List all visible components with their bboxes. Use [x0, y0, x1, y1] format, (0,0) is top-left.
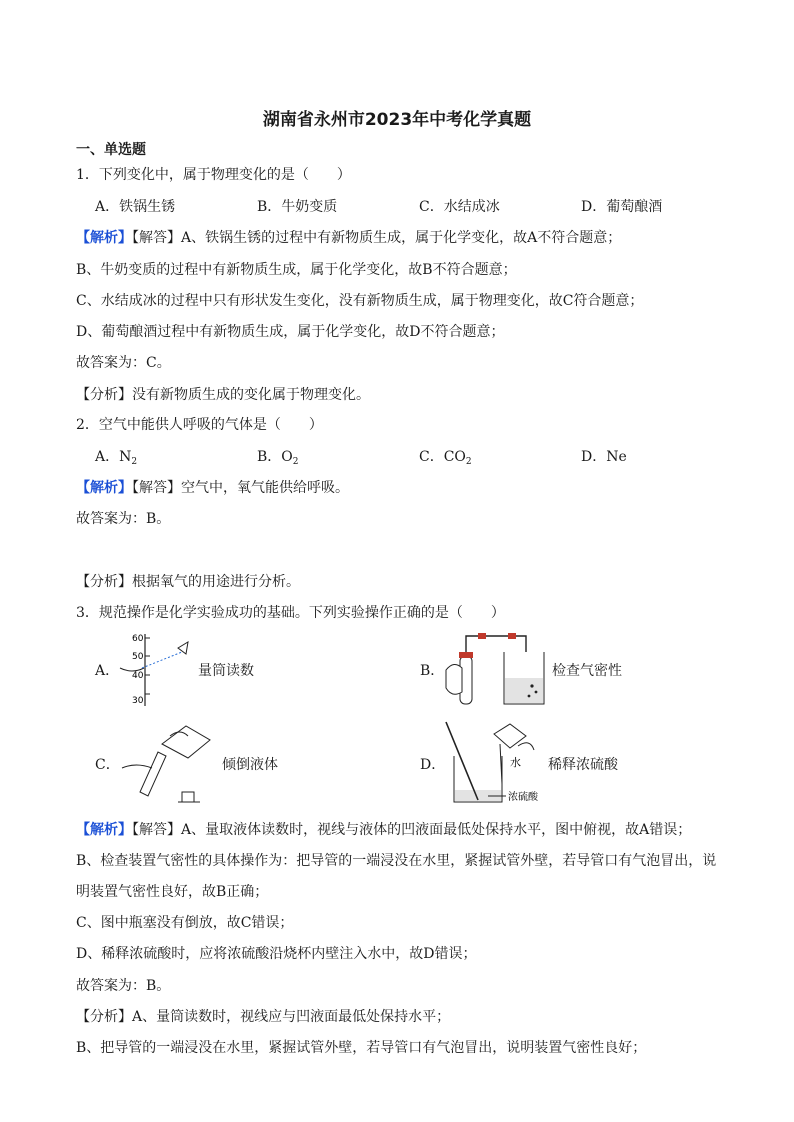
stopper	[182, 792, 194, 802]
dilution-figure	[438, 720, 548, 806]
q3-figure-c-letter[interactable]: C．	[95, 757, 120, 773]
jiexi-tag: 【解析】	[76, 480, 132, 496]
q3-figure-d-letter[interactable]: D．	[420, 757, 446, 773]
jiexi-tag: 【解析】	[76, 230, 132, 246]
question-2-stem: 2．空气中能供人呼吸的气体是（ ）	[76, 417, 323, 433]
hand-icon	[518, 743, 534, 750]
q3-fenxi: 【分析】A、量筒读数时，视线应与凹液面最低处保持水平；	[76, 1009, 451, 1025]
q2-answer: 故答案为：B。	[76, 511, 171, 527]
q1-answer: 故答案为：C。	[76, 355, 171, 371]
tick-label: 40	[132, 671, 144, 681]
q2-option-d[interactable]: D．Ne	[581, 449, 627, 465]
q2-analysis-line: 【解析】【解答】空气中，氧气能供给呼吸。	[76, 480, 349, 496]
q1-option-a[interactable]: A．铁锅生锈	[95, 199, 176, 215]
q3-fenxi: B、把导管的一端浸没在水里，紧握试管外壁，若导管口有气泡冒出，说明装置气密性良好；	[76, 1040, 647, 1056]
acid-label: 浓硫酸	[508, 792, 538, 803]
q3-analysis-line: C、图中瓶塞没有倒放，故C错误；	[76, 915, 294, 931]
tick-label: 30	[132, 696, 144, 706]
reagent-bottle	[162, 726, 210, 758]
q3-figure-b-letter[interactable]: B．	[420, 663, 445, 679]
q1-analysis-line: 【解析】【解答】A、铁锅生锈的过程中有新物质生成，属于化学变化，故A不符合题意；	[76, 230, 622, 246]
q1-analysis-line: B、牛奶变质的过程中有新物质生成，属于化学变化，故B不符合题意；	[76, 262, 517, 278]
q3-figure-c-label: 倾倒液体	[222, 757, 278, 773]
q2-fenxi: 【分析】根据氧气的用途进行分析。	[76, 574, 300, 590]
pouring-liquid-figure	[118, 722, 218, 806]
eye-icon	[178, 642, 188, 654]
q1-fenxi: 【分析】没有新物质生成的变化属于物理变化。	[76, 387, 370, 403]
q1-analysis-line: C、水结成冰的过程中只有形状发生变化，没有新物质生成，属于物理变化，故C符合题意；	[76, 293, 644, 309]
q3-figure-b-label: 检查气密性	[552, 663, 622, 679]
sight-line	[142, 652, 182, 668]
rubber-stopper	[459, 652, 473, 658]
q1-option-b[interactable]: B．牛奶变质	[257, 199, 338, 215]
test-tube	[140, 752, 166, 796]
q3-analysis-line: 【解析】【解答】A、量取液体读数时，视线与液体的凹液面最低处保持水平，图中俯视，故A错误；	[76, 822, 692, 838]
q3-answer: 故答案为：B。	[76, 978, 171, 994]
q3-figure-d-label: 稀释浓硫酸	[548, 757, 618, 773]
q1-option-d[interactable]: D．葡萄酿酒	[581, 199, 663, 215]
question-1-stem: 1．下列变化中，属于物理变化的是（ ）	[76, 167, 351, 183]
water-label: 水	[510, 756, 521, 769]
q1-analysis-line: D、葡萄酿酒过程中有新物质生成，属于化学变化，故D不符合题意；	[76, 324, 505, 340]
q3-figure-a-letter[interactable]: A．	[95, 663, 120, 679]
q2-option-c[interactable]: C．$CO_2$	[419, 449, 472, 467]
q3-analysis-line: B、检查装置气密性的具体操作为：把导管的一端浸没在水里，紧握试管外壁，若导管口有气泡冒出，说	[76, 853, 717, 869]
q2-option-b[interactable]: B．$O_2$	[257, 449, 299, 467]
hand-icon	[122, 765, 152, 768]
tick-label: 50	[132, 652, 144, 662]
q3-analysis-line: 明装置气密性良好，故B正确；	[76, 884, 269, 900]
jiexi-tag: 【解析】	[76, 822, 132, 838]
airtightness-figure	[438, 630, 548, 712]
q1-option-c[interactable]: C．水结成冰	[419, 199, 500, 215]
page-title: 湖南省永州市2023年中考化学真题	[262, 110, 532, 130]
tick-label: 60	[132, 634, 144, 644]
section-heading: 一、单选题	[76, 142, 146, 158]
q2-option-a[interactable]: A．$N_2$	[95, 449, 138, 467]
q3-figure-a-label: 量筒读数	[198, 663, 254, 679]
q3-analysis-line: D、稀释浓硫酸时，应将浓硫酸沿烧杯内壁注入水中，故D错误；	[76, 946, 477, 962]
hand-icon	[446, 664, 462, 694]
question-3-stem: 3．规范操作是化学实验成功的基础。下列实验操作正确的是（ ）	[76, 605, 505, 621]
cylinder-reading-figure	[112, 630, 202, 712]
